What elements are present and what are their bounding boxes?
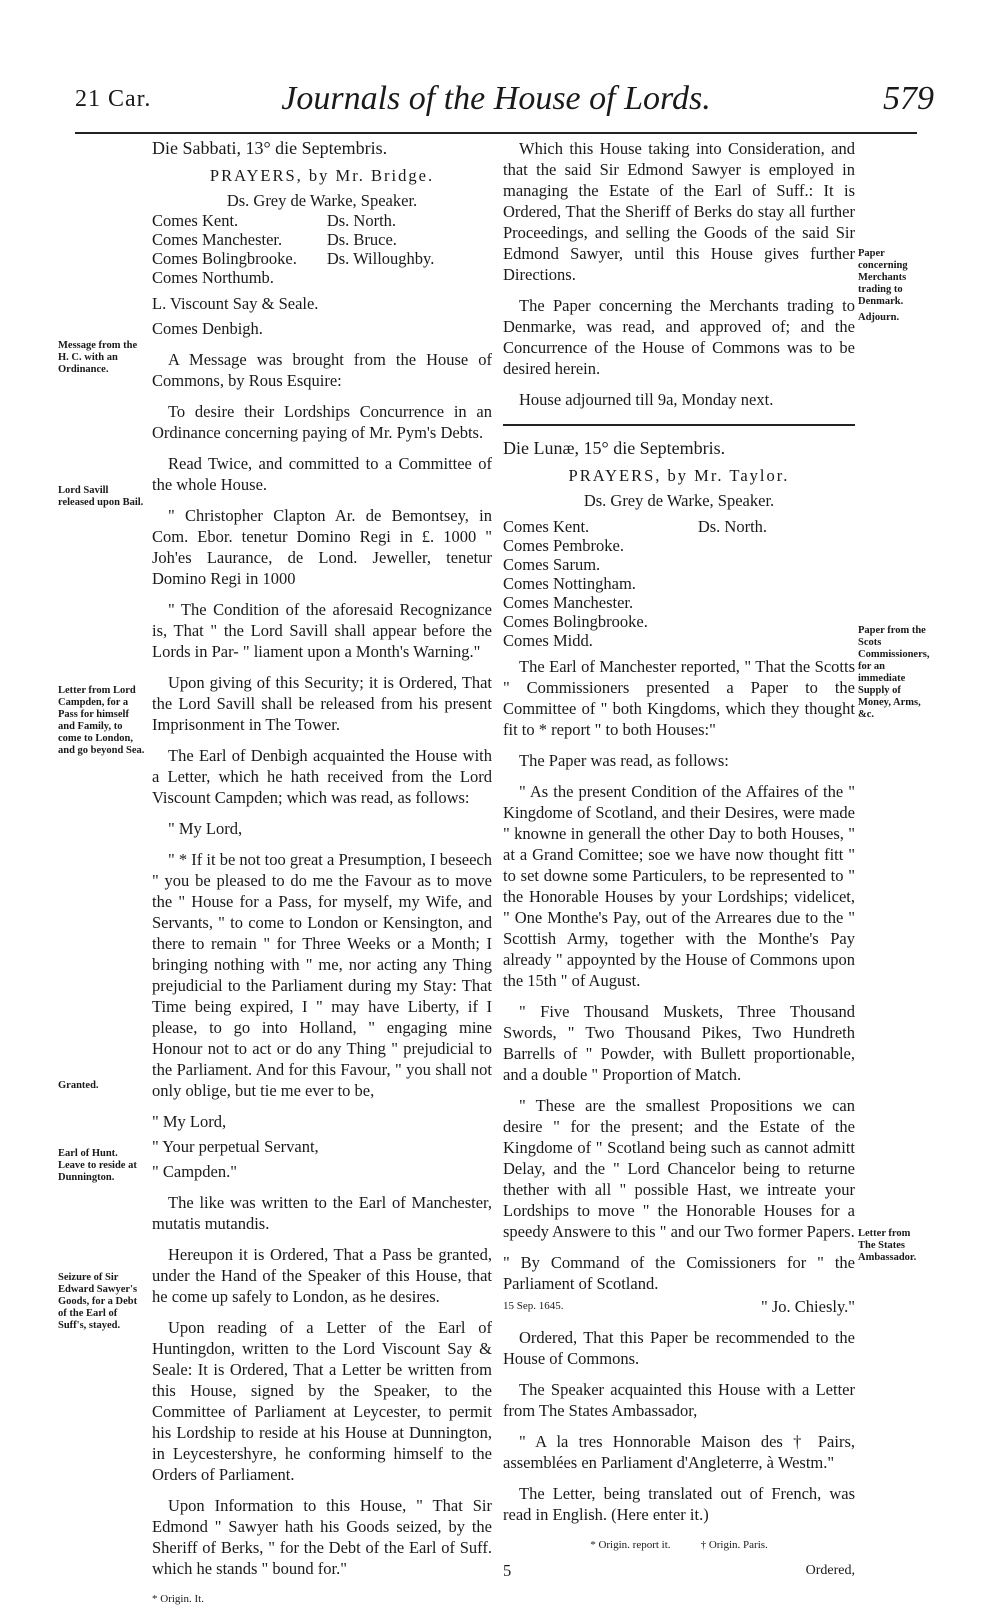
margin-note: Letter from Lord Campden, for a Pass for himself and Family, to come to London, and go beyond Sea. bbox=[58, 685, 145, 756]
margin-note: Adjourn. bbox=[858, 312, 900, 323]
attendee: Ds. North. bbox=[326, 211, 397, 230]
footnote: * Origin. It. bbox=[152, 1593, 204, 1605]
paragraph: " The Condition of the aforesaid Recognizance is, That " the Lord Savill shall appear before the Lords in Par- " liament upon a Month's Warning." bbox=[152, 600, 492, 661]
attendee: Comes Kent. bbox=[503, 517, 590, 536]
paragraph: " Christopher Clapton Ar. de Bemontsey, in Com. Ebor. tenetur Domino Regi in £. 1000 " Joh'es Laurance, de Lond. Jeweller, tenetur Domino Regi in 1000 bbox=[152, 506, 492, 588]
attendee: Comes Manchester. bbox=[503, 593, 634, 612]
margin-note: Lord Savill released upon Bail. bbox=[58, 485, 144, 508]
page-number: 579 bbox=[883, 80, 934, 117]
page-header bbox=[0, 80, 992, 126]
attendee: Comes Manchester. bbox=[152, 230, 283, 249]
paragraph: The Paper was read, as follows: bbox=[519, 751, 729, 770]
letter-address: " A la tres Honnorable Maison des † Pairs, assemblées en Parliament d'Angleterre, à Westm." bbox=[503, 1432, 855, 1472]
paragraph: Upon reading of a Letter of the Earl of Huntingdon, written to the Lord Viscount Say & Seale: It is Ordered, That a Letter be written from this House, signed by the Speaker, to the Committee of Parliament at Leycester, to permit his Lordship to reside at his House at Dunnington, in Leycestershyre, he conforming himself to the Orders of Parliament. bbox=[152, 1318, 492, 1484]
letter-body: " * If it be not too great a Presumption, I beseech " you be pleased to do me the Favour as to move the " House for a Pass, for myself, my Wife, and Servants, " to come to London or Kensington, and there to remain " for Three Weeks or a Month; I bringing nothing with " me, nor acting any Thing prejudicial to the Parliament during my Stay: That Time being expired, I " may have Liberty, if I please, to go into Holland, " engaging mine Honour not to act or do any Thing " prejudicial to the Parliament. And for this Favour, " you shall not only oblige, but tie me ever to be, bbox=[152, 850, 492, 1100]
paragraph: The Earl of Denbigh acquainted the House with a Letter, which he hath received from the Lord Viscount Campden; which was read, as follows: bbox=[152, 746, 492, 807]
attendee: Comes Kent. bbox=[152, 211, 239, 230]
attendance-list bbox=[503, 517, 855, 650]
attendee: Comes Pembroke. bbox=[503, 536, 624, 555]
left-column bbox=[152, 138, 492, 1620]
margin-note: Paper concerning Merchants trading to Denmark. bbox=[858, 248, 908, 307]
header-rule bbox=[75, 132, 917, 134]
paragraph: The Paper concerning the Merchants trading to Denmarke, was read, and approved of; and the Concurrence of the House of Commons was to be desired herein. bbox=[503, 296, 855, 378]
footnote: † Origin. Paris. bbox=[700, 1539, 768, 1551]
attendee: Comes Denbigh. bbox=[152, 319, 263, 338]
letter-closing: " My Lord, bbox=[152, 1112, 227, 1131]
margin-note: Earl of Hunt. Leave to reside at Dunnington. bbox=[58, 1148, 137, 1183]
paragraph: A Message was brought from the House of Commons, by Rous Esquire: bbox=[152, 350, 492, 390]
paragraph: The Speaker acquainted this House with a Letter from The States Ambassador, bbox=[503, 1380, 855, 1420]
journal-title: Journals of the House of Lords. bbox=[281, 80, 711, 117]
signature: " Jo. Chiesly." bbox=[761, 1297, 855, 1316]
attendee: Comes Nottingham. bbox=[503, 574, 636, 593]
paragraph: " As the present Condition of the Affaires of the " Kingdome of Scotland, and their Desires, were made " knowne in generall the other Day to both Houses, " at a Grand Comittee; soe we have now thought fitt " to set downe some Particulers, to be represented to " the Honorable Houses by your Lordships; videlicet, " One Monthe's Pay, out of the Arreares due to the " Scottish Army, together with the Monthe's Pay already " appoynted by the House of Commons upon the 15th " of August. bbox=[503, 782, 855, 990]
margin-note: Paper from the Scots Commissioners, for an immediate Supply of Money, Arms, &c. bbox=[858, 625, 930, 720]
margin-note: Granted. bbox=[58, 1080, 99, 1091]
attendance-list bbox=[152, 211, 492, 287]
paragraph: " These are the smallest Propositions we can desire " for the present; and the Estate of the Kingdome of " Scotland being such as cannot admitt Delay, and the " Lord Chancelor being to returne thether with all " possible Hast, we intreate your Lordships to move " the Honorable Houses for a speedy Answere to this " and our Two former Papers. bbox=[503, 1096, 855, 1241]
footnote: * Origin. report it. bbox=[590, 1539, 671, 1551]
right-column bbox=[503, 138, 855, 1581]
footnotes bbox=[503, 1535, 855, 1556]
paragraph: Which this House taking into Consideration, and that the said Sir Edmond Sawyer is employed in managing the Estate of the Earl of Suff.: It is Ordered, That the Sheriff of Berks do stay all further Proceedings, and selling the Goods of the said Sir Edmond Sawyer, until this House gives further Directions. bbox=[503, 139, 855, 284]
letter-closing: " Your perpetual Servant, bbox=[152, 1137, 319, 1156]
section-rule bbox=[503, 424, 855, 426]
paragraph: To desire their Lordships Concurrence in an Ordinance concerning paying of Mr. Pym's Debts. bbox=[152, 402, 492, 442]
attendee: L. Viscount Say & Seale. bbox=[152, 294, 319, 313]
letter-signature: " Campden." bbox=[152, 1162, 237, 1181]
attendee: Ds. North. bbox=[697, 517, 768, 536]
paragraph: Hereupon it is Ordered, That a Pass be granted, under the Hand of the Speaker of this House, that he come up safely to London, as he desires. bbox=[152, 1245, 492, 1306]
day-heading: Die Lunæ, 15° die Septembris. bbox=[503, 438, 726, 458]
paragraph: The like was written to the Earl of Manchester, mutatis mutandis. bbox=[152, 1193, 492, 1233]
page-foot bbox=[503, 1560, 855, 1581]
dateline bbox=[503, 1296, 855, 1317]
attendee: Comes Bolingbrooke. bbox=[503, 612, 648, 631]
paragraph: " Five Thousand Muskets, Three Thousand Swords, " Two Thousand Pikes, Two Hundreth Barrells of " Powder, with Bullett proportionable, and a double " Proportion of Match. bbox=[503, 1002, 855, 1084]
attendee: Comes Midd. bbox=[503, 631, 593, 650]
attendee: Comes Bolingbrooke. bbox=[152, 249, 297, 268]
date: 15 Sep. 1645. bbox=[503, 1300, 564, 1312]
prayers-line: PRAYERS, by Mr. Bridge. bbox=[209, 166, 435, 185]
day-heading: Die Sabbati, 13° die Septembris. bbox=[152, 138, 388, 158]
running-head: 21 Car. bbox=[75, 86, 152, 112]
subscription: " By Command of the Comissioners for " the Parliament of Scotland. bbox=[503, 1253, 855, 1293]
prayers-line: PRAYERS, by Mr. Taylor. bbox=[568, 466, 790, 485]
paragraph: Upon giving of this Security; it is Ordered, That the Lord Savill shall be released from his present Imprisonment in The Tower. bbox=[152, 673, 492, 734]
margin-note: Message from the H. C. with an Ordinance. bbox=[58, 340, 138, 375]
margin-note: Letter from The States Ambassador. bbox=[858, 1228, 917, 1263]
speaker-line: Ds. Grey de Warke, Speaker. bbox=[583, 491, 775, 510]
speaker-line: Ds. Grey de Warke, Speaker. bbox=[226, 191, 418, 210]
adjournment: House adjourned till 9a, Monday next. bbox=[519, 390, 774, 409]
attendee: Comes Sarum. bbox=[503, 555, 601, 574]
signature-mark: 5 bbox=[503, 1561, 512, 1580]
attendee: Comes Northumb. bbox=[152, 268, 274, 287]
paragraph: Ordered, That this Paper be recommended to the House of Commons. bbox=[503, 1328, 855, 1368]
paragraph: The Earl of Manchester reported, " That the Scotts " Commissioners presented a Paper to the Committee of " both Kingdoms, which they thought fit to * report " to both Houses:" bbox=[503, 657, 855, 739]
catchword: Ordered, bbox=[805, 1563, 855, 1578]
letter-salutation: " My Lord, bbox=[168, 819, 243, 838]
attendee: Ds. Bruce. bbox=[326, 230, 397, 249]
margin-note: Seizure of Sir Edward Sawyer's Goods, for a Debt of the Earl of Suff's, stayed. bbox=[58, 1272, 138, 1331]
paragraph: The Letter, being translated out of French, was read in English. (Here enter it.) bbox=[503, 1484, 855, 1524]
attendee: Ds. Willoughby. bbox=[326, 249, 435, 268]
paragraph: Upon Information to this House, " That Sir Edmond " Sawyer hath his Goods seized, by the Sheriff of Berks, " for the Debt of the Earl of Suff. which he stands " bound for." bbox=[152, 1496, 492, 1578]
paragraph: Read Twice, and committed to a Committee of the whole House. bbox=[152, 454, 492, 494]
